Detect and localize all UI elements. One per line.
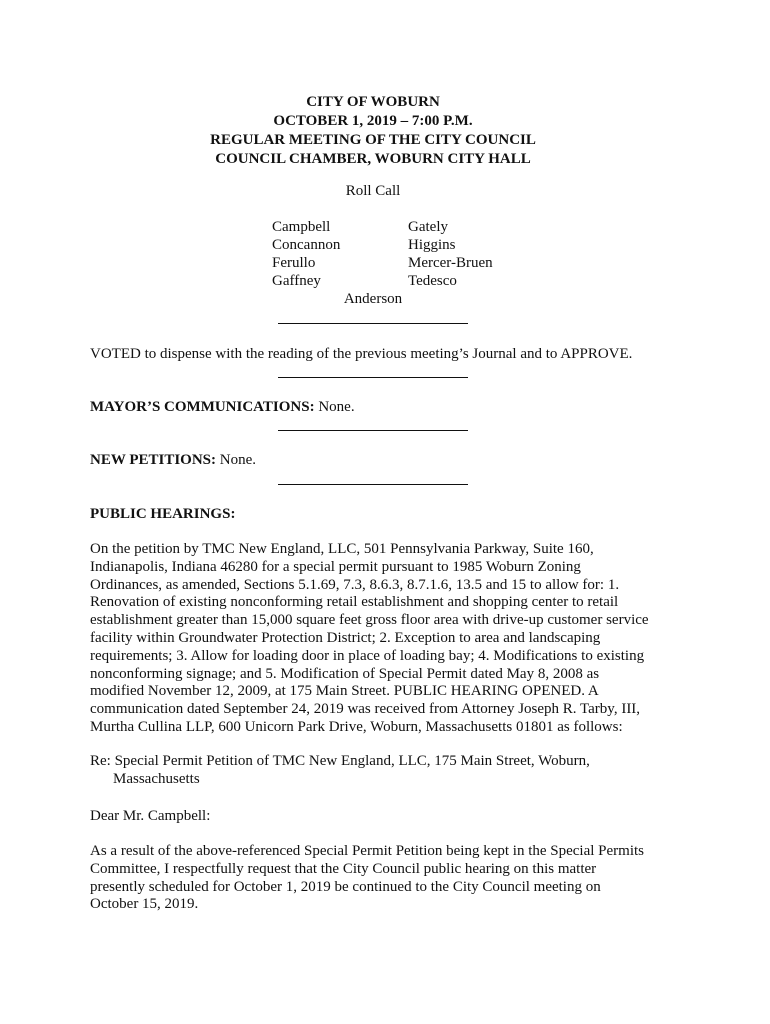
paragraph-line: Renovation of existing nonconforming retail establishment and shopping center to retail [90, 594, 619, 611]
section-divider [278, 323, 468, 324]
paragraph-line: Murtha Cullina LLP, 600 Unicorn Park Drive, Woburn, Massachusetts 01801 as follows: [90, 718, 623, 735]
paragraph-line: As a result of the above-referenced Special Permit Petition being kept in the Special Permits [90, 843, 645, 859]
salutation: Dear Mr. Campbell: [90, 808, 211, 824]
header-date: OCTOBER 1, 2019 – 7:00 P.M. [273, 113, 473, 129]
paragraph-line: modified November 12, 2009, at 175 Main Street. PUBLIC HEARING OPENED. A [90, 683, 599, 700]
public-hearings-heading [90, 505, 235, 523]
roll-call-name: Mercer-Bruen [408, 255, 493, 271]
new-petitions [90, 451, 256, 469]
roll-call-name: Campbell [272, 219, 331, 235]
paragraph-line: Committee, I respectfully request that the City Council public hearing on this matter [90, 860, 597, 877]
section-divider [278, 484, 468, 485]
paragraph-line: communication dated September 24, 2019 was received from Attorney Joseph R. Tarby, III, [90, 701, 641, 718]
roll-call-name: Tedesco [408, 273, 457, 289]
header-city: CITY OF WOBURN [306, 94, 440, 110]
roll-call-name: Ferullo [272, 255, 316, 271]
document-header [0, 93, 746, 169]
paragraph-line: facility within Groundwater Protection District; 2. Exception to area and landscaping [90, 629, 601, 646]
section-divider [278, 430, 468, 431]
re-line-text: Massachusetts [113, 770, 200, 787]
petitions-value: None. [216, 452, 257, 468]
letter-paragraph [90, 843, 670, 914]
roll-call-name: Gaffney [272, 273, 321, 289]
mayors-label: MAYOR’S COMMUNICATIONS: [90, 399, 315, 415]
roll-call-left-column [272, 218, 340, 290]
roll-call-name-center: Anderson [343, 291, 403, 307]
re-line-text: Re: Special Permit Petition of TMC New England, LLC, 175 Main Street, Woburn, [90, 753, 590, 769]
paragraph-line: establishment greater than 15,000 square feet gross floor area with drive-up customer service [90, 612, 649, 629]
roll-call-name: Higgins [408, 237, 456, 253]
header-meeting: REGULAR MEETING OF THE CITY COUNCIL [210, 132, 536, 148]
paragraph-line: Indianapolis, Indiana 46280 for a special permit pursuant to 1985 Woburn Zoning [90, 558, 581, 575]
paragraph-line: presently scheduled for October 1, 2019 be continued to the City Council meeting on [90, 878, 601, 895]
header-location: COUNCIL CHAMBER, WOBURN CITY HALL [215, 151, 531, 167]
voted-statement: VOTED to dispense with the reading of the previous meeting’s Journal and to APPROVE. [90, 346, 633, 362]
roll-call-name: Concannon [272, 237, 341, 253]
petition-paragraph [90, 541, 670, 737]
petitions-label: NEW PETITIONS: [90, 452, 217, 468]
paragraph-line: October 15, 2019. [90, 896, 199, 913]
mayors-communications [90, 398, 355, 416]
roll-call-name: Gately [408, 219, 448, 235]
mayors-value: None. [314, 399, 355, 415]
paragraph-line: Ordinances, as amended, Sections 5.1.69, 7.3, 8.6.3, 8.7.1.6, 13.5 and 15 to allow for: 1. [90, 576, 620, 593]
paragraph-line: nonconforming signage; and 5. Modification of Special Permit dated May 8, 2008 as [90, 665, 600, 682]
paragraph-line: On the petition by TMC New England, LLC, 501 Pennsylvania Parkway, Suite 160, [90, 541, 594, 557]
roll-call-right-column [408, 218, 493, 290]
section-divider [278, 377, 468, 378]
re-line [90, 753, 670, 789]
paragraph-line: requirements; 3. Allow for loading door in place of loading bay; 4. Modifications to existing [90, 647, 645, 664]
public-hearings-label: PUBLIC HEARINGS: [90, 506, 236, 522]
roll-call-title: Roll Call [345, 183, 401, 199]
